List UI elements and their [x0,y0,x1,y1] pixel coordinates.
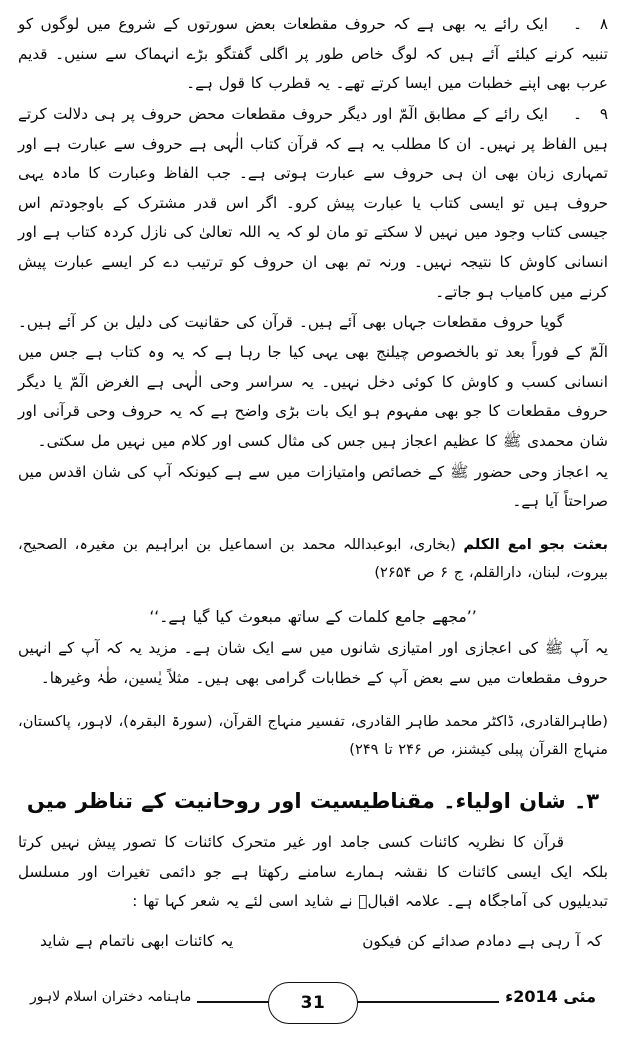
couplet-first-hemistich: یہ کائنات ابھی ناتمام ہے شاید [40,932,234,951]
item-text: ایک رائے یہ بھی ہے کہ حروف مقطعات بعض سورتوں کے شروع میں لوگوں کو تنبیہ کرنے کیلئے آئے ہیں کہ لوگ خاص طور پر اگلی گفتگو بڑے انہماک سے سنیں۔ قدیم عرب بھی اپنے خطبات میں ایسا کرتے تھے۔ یہ قطرب کا قول ہے۔ [18,15,608,93]
section-heading: ۳۔ شان اولیاء۔ مقناطیسیت اور روحانیت کے تناظر میں [26,789,600,814]
hadith-translation: ’’مجھے جامع کلمات کے ساتھ مبعوث کیا گیا ہے۔‘‘ [149,607,477,626]
item-text: ایک رائے کے مطابق الٓمّ اور دیگر حروف مقطعات محض حروف پر ہی دلالت کرتے ہیں الفاظ پر نہیں۔ ان کا مطلب یہ ہے کہ قرآن کتاب الٰہی ہے حروف سے عبارت ہے اور تمہاری زبان بھی ان ہی حروف سے عبارت ہوتی ہے۔ جب الفاظ وعبارت کا مادہ یہی حروف ہیں تو ایسی کتاب یا عبارت پیش کرو۔ اگر اس قدر مشترک کے باوجودتم اس جیسی کتاب وجود میں نہیں لا سکتے تو مان لو کہ یہ اللہ تعالیٰ کی نازل کردہ کتاب ہے اور انسانی کاوش کا نتیجہ نہیں۔ ورنہ تم بھی ان حروف کو ترتیب دے کر ایسے عبارت پیش کرنے میں کامیاب ہو جاتے۔ [18,104,608,301]
page-footer [0,979,626,1025]
hadith-citation: (بخاری، ابوعبداللہ محمد بن اسماعیل بن ابراہیم بن مغیرہ، الصحیح، بیروت، لبنان، دارالقلم، ج ۶ ص ۲۶۵۴) [18,536,608,582]
hadith-arabic-text: بعثت بجو امع الکلم [463,536,608,554]
paragraph-shan: یہ آپ ﷺ کی اعجازی اور امتیازی شانوں میں سے ایک شان ہے۔ مزید یہ کہ آپ کے انہیں حروف مقطعات میں سے بعض آپ کے خطابات گرامی بھی ہیں۔ مثلاً یٰسین، طٰہٰ وغیرھا۔ [18,638,608,687]
poetry-couplet [18,927,608,957]
item-number: ۹ [599,104,608,123]
hadith-reference-line [18,531,608,586]
numbered-item-8 [18,10,608,99]
item-dash: ۔ [573,104,582,123]
document-body [18,10,608,957]
section-paragraph-1: قرآن کا نظریہ کائنات کسی جامد اور غیر متحرک کائنات کا تصور پیش نہیں کرتا بلکہ ایک ایسی کائنات کا نقشہ ہمارے سامنے رکھتا ہے جو دائمی تغیرات اور مسلسل تبدیلیوں کی آماجگاہ ہے۔ علامہ اقبالؒ نے شاید اسی لئے یہ شعر کہا تھا : [18,833,608,911]
item-number: ۸ [599,15,608,33]
couplet-second-hemistich: کہ آ رہی ہے دمادم صدائے کن فیکون [362,932,602,951]
footer-issue-date: مئی 2014ء [499,987,602,1006]
paragraph-hadith-intro: یہ اعجاز وحی حضور ﷺ کے خصائص وامتیازات میں سے ہے کیونکہ آپ کی شان اقدس میں صراحتاً آیا ہے۔ [18,462,608,511]
paragraph-summary: گویا حروف مقطعات جہاں بھی آئے ہیں۔ قرآن کی حقانیت کی دلیل بن کر آئے ہیں۔ الٓمّ کے فوراً بعد تو بالخصوص چیلنج بھی یہی کیا جا رہا ہے کہ یہ وہ کتاب ہے جس میں انسانی کسب و کاوش کا کوئی دخل نہیں۔ یہ سراسر وحی الٰہی ہے الغرض الٓمّ یا دیگر حروف مقطعات کا جو بھی مفہوم ہو ایک بات بڑی واضح ہے کہ یہ حروف وحی قرآنی اور شان محمدی ﷺ کا عظیم اعجاز ہیں جس کی مثال کسی اور کلام میں نہیں مل سکتی۔ [18,313,608,450]
tafsir-citation-line: (طاہرالقادری، ڈاکٹر محمد طاہر القادری، تفسیر منہاج القرآن، (سورۃ البقرہ)، لاہور، پاکستان، منہاج القرآن پبلی کیشنز، ص ۲۴۶ تا ۲۴۹) [18,712,608,758]
page-number-badge: 31 [268,982,358,1024]
numbered-item-9 [18,100,608,307]
footer-publication-name: ماہنامہ دختران اسلام لاہور [24,989,197,1005]
item-dash: ۔ [573,15,582,33]
